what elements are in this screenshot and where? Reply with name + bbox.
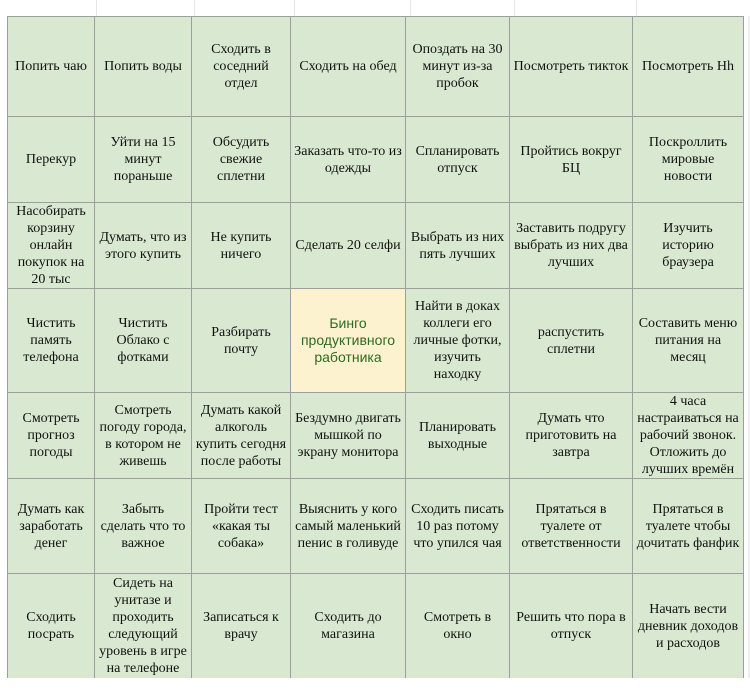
sheet-footer-strip	[0, 678, 750, 694]
bingo-cell[interactable]: Прятаться в туалете чтобы дочитать фанфик	[633, 479, 744, 574]
bingo-cell[interactable]: Разбирать почту	[192, 289, 291, 393]
bingo-cell[interactable]: Перекур	[8, 117, 95, 203]
bingo-cell[interactable]: Сидеть на унитазе и проходить следующий уровень в игре на телефоне	[95, 574, 192, 679]
bingo-cell[interactable]: Заставить подругу выбрать из них два лучших	[510, 203, 633, 289]
bingo-cell[interactable]: Сделать 20 селфи	[291, 203, 406, 289]
bingo-cell[interactable]: Изучить историю браузера	[633, 203, 744, 289]
bingo-cell[interactable]: Посмотреть Hh	[633, 17, 744, 117]
bingo-cell[interactable]: Прятаться в туалете от ответственности	[510, 479, 633, 574]
bingo-row	[8, 479, 744, 574]
bingo-row	[8, 17, 744, 117]
bingo-cell[interactable]: Чистить память телефона	[8, 289, 95, 393]
bingo-cell[interactable]: Сходить до магазина	[291, 574, 406, 679]
bingo-cell[interactable]: Чистить Облако с фотками	[95, 289, 192, 393]
bingo-cell[interactable]: Сходить посрать	[8, 574, 95, 679]
bingo-cell[interactable]: Обсудить свежие сплетни	[192, 117, 291, 203]
bingo-row	[8, 117, 744, 203]
bingo-cell[interactable]: Начать вести дневник доходов и расходов	[633, 574, 744, 679]
bingo-cell[interactable]: Спланировать отпуск	[406, 117, 510, 203]
bingo-grid	[7, 16, 744, 679]
bingo-cell[interactable]: Выбрать из них пять лучших	[406, 203, 510, 289]
bingo-cell[interactable]: Думать какой алкоголь купить сегодня после работы	[192, 393, 291, 479]
bingo-cell[interactable]: Посмотреть тикток	[510, 17, 633, 117]
bingo-cell[interactable]: Насобирать корзину онлайн покупок на 20 тыс	[8, 203, 95, 289]
bingo-cell[interactable]: Не купить ничего	[192, 203, 291, 289]
bingo-cell[interactable]: Записаться к врачу	[192, 574, 291, 679]
bingo-cell[interactable]: Сходить в соседний отдел	[192, 17, 291, 117]
bingo-cell[interactable]: Найти в доках коллеги его личные фотки, изучить находку	[406, 289, 510, 393]
bingo-cell[interactable]: Составить меню питания на месяц	[633, 289, 744, 393]
bingo-cell[interactable]: Забыть сделать что то важное	[95, 479, 192, 574]
bingo-cell[interactable]: Решить что пора в отпуск	[510, 574, 633, 679]
bingo-cell[interactable]: Думать как заработать денег	[8, 479, 95, 574]
bingo-cell[interactable]: Пройти тест «какая ты собака»	[192, 479, 291, 574]
bingo-cell[interactable]: Смотреть прогноз погоды	[8, 393, 95, 479]
bingo-cell[interactable]: Попить чаю	[8, 17, 95, 117]
bingo-cell[interactable]: Выяснить у кого самый маленький пенис в голивуде	[291, 479, 406, 574]
bingo-cell[interactable]: Пройтись вокруг БЦ	[510, 117, 633, 203]
bingo-cell[interactable]: Думать, что из этого купить	[95, 203, 192, 289]
bingo-cell[interactable]: Попить воды	[95, 17, 192, 117]
bingo-row	[8, 393, 744, 479]
bingo-cell[interactable]: Думать что приготовить на завтра	[510, 393, 633, 479]
bingo-cell[interactable]: распустить сплетни	[510, 289, 633, 393]
bingo-cell[interactable]: Опоздать на 30 минут из-за пробок	[406, 17, 510, 117]
bingo-cell[interactable]: Уйти на 15 минут пораньше	[95, 117, 192, 203]
bingo-cell[interactable]: Сходить писать 10 раз потому что упился чая	[406, 479, 510, 574]
bingo-cell[interactable]: Поскроллить мировые новости	[633, 117, 744, 203]
bingo-row	[8, 574, 744, 679]
bingo-cell[interactable]: Сходить на обед	[291, 17, 406, 117]
sheet-header-strip	[0, 0, 750, 16]
bingo-row	[8, 203, 744, 289]
bingo-row	[8, 289, 744, 393]
bingo-cell[interactable]: Смотреть в окно	[406, 574, 510, 679]
bingo-cell[interactable]: Смотреть погоду города, в котором не живешь	[95, 393, 192, 479]
bingo-title-cell[interactable]: Бинго продуктивного работника	[291, 289, 406, 393]
bingo-cell[interactable]: Бездумно двигать мышкой по экрану монитора	[291, 393, 406, 479]
bingo-cell[interactable]: 4 часа настраиваться на рабочий звонок. Отложить до лучших времён	[633, 393, 744, 479]
bingo-cell[interactable]: Заказать что-то из одежды	[291, 117, 406, 203]
bingo-cell[interactable]: Планировать выходные	[406, 393, 510, 479]
